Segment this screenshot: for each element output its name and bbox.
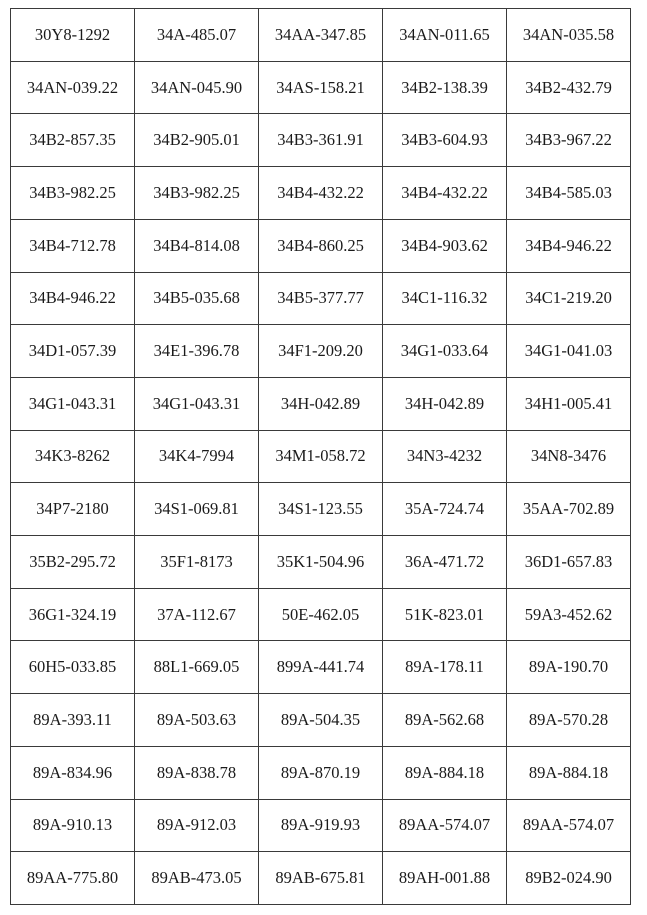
table-cell: 34B3-967.22 [507, 114, 631, 167]
table-cell: 34B4-903.62 [383, 219, 507, 272]
table-cell: 60H5-033.85 [11, 641, 135, 694]
table-cell: 34C1-219.20 [507, 272, 631, 325]
table-cell: 34K3-8262 [11, 430, 135, 483]
table-cell: 34N8-3476 [507, 430, 631, 483]
table-cell: 34G1-041.03 [507, 325, 631, 378]
plate-number-table [10, 8, 631, 905]
table-cell: 34B4-946.22 [507, 219, 631, 272]
table-cell: 30Y8-1292 [11, 9, 135, 62]
table-row [11, 377, 631, 430]
table-row [11, 641, 631, 694]
table-cell: 89AH-001.88 [383, 852, 507, 905]
table-cell: 36D1-657.83 [507, 536, 631, 589]
table-cell: 35A-724.74 [383, 483, 507, 536]
table-cell: 34H1-005.41 [507, 377, 631, 430]
table-cell: 50E-462.05 [259, 588, 383, 641]
table-cell: 89AA-574.07 [507, 799, 631, 852]
table-cell: 34B5-377.77 [259, 272, 383, 325]
table-cell: 34H-042.89 [259, 377, 383, 430]
table-row [11, 167, 631, 220]
table-cell: 89AA-574.07 [383, 799, 507, 852]
table-cell: 34D1-057.39 [11, 325, 135, 378]
table-cell: 34B4-585.03 [507, 167, 631, 220]
table-cell: 34B4-432.22 [259, 167, 383, 220]
table-cell: 89A-838.78 [135, 746, 259, 799]
table-cell: 34AN-045.90 [135, 61, 259, 114]
table-cell: 89A-190.70 [507, 641, 631, 694]
table-cell: 34B4-814.08 [135, 219, 259, 272]
table-cell: 34B5-035.68 [135, 272, 259, 325]
table-cell: 89A-562.68 [383, 694, 507, 747]
table-cell: 34S1-123.55 [259, 483, 383, 536]
table-cell: 34B4-946.22 [11, 272, 135, 325]
table-cell: 34C1-116.32 [383, 272, 507, 325]
table-row [11, 272, 631, 325]
table-row [11, 325, 631, 378]
table-cell: 34G1-043.31 [11, 377, 135, 430]
table-row [11, 536, 631, 589]
table-cell: 89A-393.11 [11, 694, 135, 747]
table-row [11, 9, 631, 62]
table-cell: 34AN-035.58 [507, 9, 631, 62]
table-cell: 89A-834.96 [11, 746, 135, 799]
table-cell: 34G1-043.31 [135, 377, 259, 430]
table-cell: 34B3-361.91 [259, 114, 383, 167]
table-row [11, 483, 631, 536]
table-cell: 36G1-324.19 [11, 588, 135, 641]
table-cell: 89A-884.18 [383, 746, 507, 799]
table-cell: 35F1-8173 [135, 536, 259, 589]
table-cell: 34B3-982.25 [135, 167, 259, 220]
table-cell: 34P7-2180 [11, 483, 135, 536]
table-row [11, 219, 631, 272]
table-cell: 34N3-4232 [383, 430, 507, 483]
table-cell: 34B2-138.39 [383, 61, 507, 114]
table-cell: 88L1-669.05 [135, 641, 259, 694]
table-cell: 89A-910.13 [11, 799, 135, 852]
table-cell: 34B4-860.25 [259, 219, 383, 272]
table-cell: 34B3-982.25 [11, 167, 135, 220]
table-cell: 34G1-033.64 [383, 325, 507, 378]
table-cell: 59A3-452.62 [507, 588, 631, 641]
table-cell: 34K4-7994 [135, 430, 259, 483]
table-cell: 34B2-857.35 [11, 114, 135, 167]
table-row [11, 61, 631, 114]
table-cell: 89A-912.03 [135, 799, 259, 852]
table-cell: 35AA-702.89 [507, 483, 631, 536]
table-cell: 37A-112.67 [135, 588, 259, 641]
table-cell: 34B2-905.01 [135, 114, 259, 167]
table-cell: 34AN-039.22 [11, 61, 135, 114]
table-cell: 89AB-473.05 [135, 852, 259, 905]
table-cell: 35B2-295.72 [11, 536, 135, 589]
table-cell: 34M1-058.72 [259, 430, 383, 483]
table-cell: 34B4-432.22 [383, 167, 507, 220]
table-row [11, 430, 631, 483]
table-cell: 89A-504.35 [259, 694, 383, 747]
table-body [11, 9, 631, 905]
table-cell: 51K-823.01 [383, 588, 507, 641]
table-cell: 89A-870.19 [259, 746, 383, 799]
table-cell: 34AN-011.65 [383, 9, 507, 62]
table-row [11, 799, 631, 852]
table-cell: 34F1-209.20 [259, 325, 383, 378]
table-cell: 35K1-504.96 [259, 536, 383, 589]
table-row [11, 746, 631, 799]
table-cell: 36A-471.72 [383, 536, 507, 589]
table-cell: 89A-570.28 [507, 694, 631, 747]
table-cell: 89AA-775.80 [11, 852, 135, 905]
table-row [11, 588, 631, 641]
table-cell: 34AA-347.85 [259, 9, 383, 62]
table-cell: 89A-503.63 [135, 694, 259, 747]
table-cell: 34S1-069.81 [135, 483, 259, 536]
table-cell: 34E1-396.78 [135, 325, 259, 378]
table-cell: 89A-884.18 [507, 746, 631, 799]
table-row [11, 114, 631, 167]
table-cell: 89B2-024.90 [507, 852, 631, 905]
table-cell: 89A-919.93 [259, 799, 383, 852]
table-cell: 34B2-432.79 [507, 61, 631, 114]
table-row [11, 694, 631, 747]
table-row [11, 852, 631, 905]
table-cell: 34AS-158.21 [259, 61, 383, 114]
table-cell: 89A-178.11 [383, 641, 507, 694]
table-cell: 34B3-604.93 [383, 114, 507, 167]
table-cell: 34B4-712.78 [11, 219, 135, 272]
table-cell: 89AB-675.81 [259, 852, 383, 905]
table-cell: 899A-441.74 [259, 641, 383, 694]
table-cell: 34H-042.89 [383, 377, 507, 430]
table-cell: 34A-485.07 [135, 9, 259, 62]
